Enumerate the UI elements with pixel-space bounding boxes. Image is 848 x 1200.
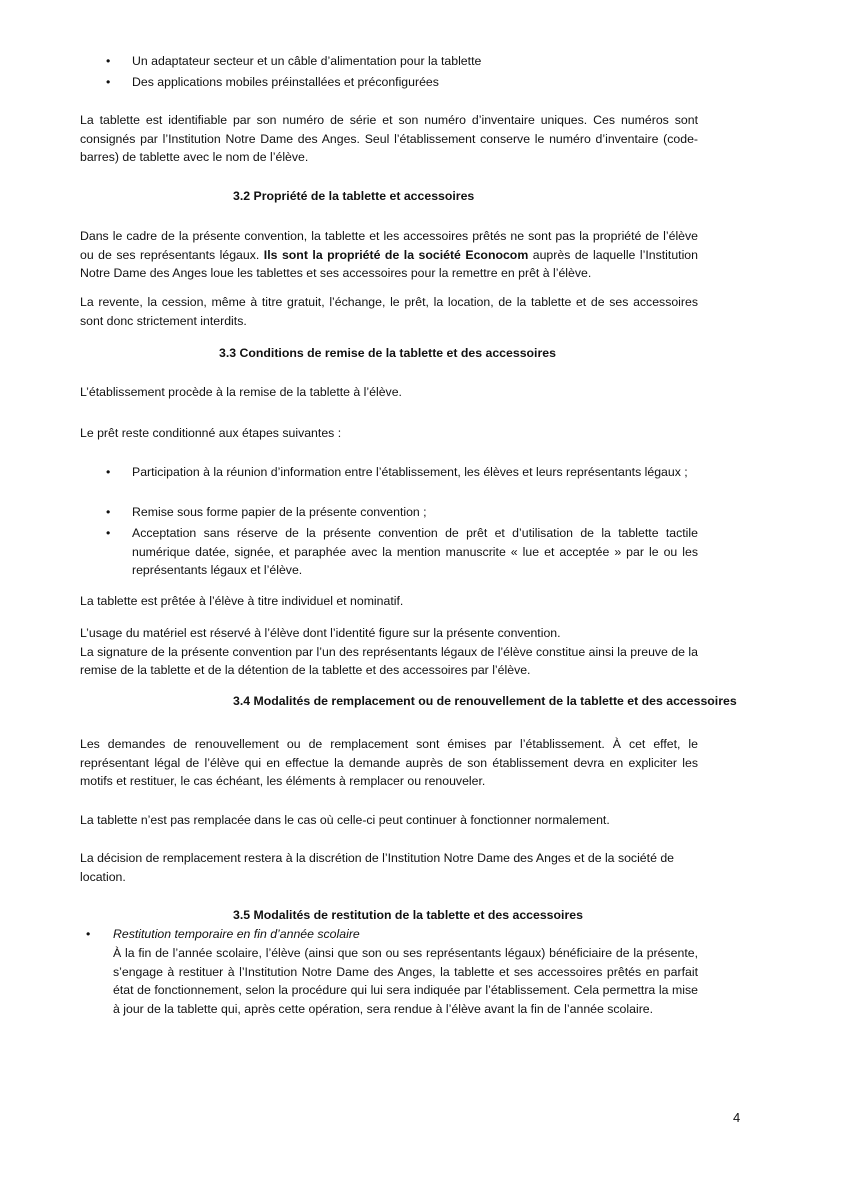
bullet-item-remise-papier: Remise sous forme papier de la présente convention ;: [132, 505, 427, 519]
bullet-item-adapter: Un adaptateur secteur et un câble d’alimentation pour la tablette: [132, 54, 482, 68]
paragraph-remise: L’établissement procède à la remise de la tablette à l’élève.: [80, 385, 402, 399]
paragraph-individuel: La tablette est prêtée à l’élève à titre individuel et nominatif.: [80, 594, 404, 608]
paragraph-usage: [80, 624, 698, 680]
bullet-item-acceptation: Acceptation sans réserve de la présente convention de prêt et d’utilisation de la tablette tactile numérique datée, signée, et paraphée avec la mention manuscrite « lue et acceptée » par le ou les représentants légaux et l’élève.: [132, 526, 698, 578]
heading-3-5: 3.5 Modalités de restitution de la tablette et des accessoires: [233, 908, 583, 922]
paragraph-propriete: [80, 227, 698, 283]
usage-line-2: La signature de la présente convention par l’un des représentants légaux de l’élève constitue ainsi la preuve de la remise de la tablette et de la détention de la tablette et des accessoires par l’élève.: [80, 644, 698, 678]
bullet-marker: •: [106, 54, 111, 68]
paragraph-pret: Le prêt reste conditionné aux étapes suivantes :: [80, 426, 342, 440]
bullet-item-reunion: Participation à la réunion d’information entre l’établissement, les élèves et leurs représentants légaux ;: [132, 465, 688, 479]
bullet-marker: •: [86, 927, 91, 941]
bullet-marker: •: [106, 465, 111, 479]
paragraph-revente: La revente, la cession, même à titre gratuit, l’échange, le prêt, la location, de la tablette et de ses accessoires sont donc strictement interdits.: [80, 295, 698, 328]
propriete-text-b: auprès de laquelle l’Institution Notre Dame des Anges loue les tablettes et ses accessoires pour la remettre en prêt à l’élève.: [80, 247, 698, 281]
heading-3-4: 3.4 Modalités de remplacement ou de renouvellement de la tablette et des accessoires: [233, 694, 737, 708]
bullet-item-apps: Des applications mobiles préinstallées et préconfigurées: [132, 75, 439, 89]
heading-3-3: 3.3 Conditions de remise de la tablette et des accessoires: [219, 346, 556, 360]
bullet-marker: •: [106, 75, 111, 89]
page-number: 4: [733, 1110, 741, 1125]
propriete-bold-text: Ils sont la propriété de la société Econocom: [263, 247, 529, 262]
bullet-marker: •: [106, 505, 111, 519]
paragraph-identification: La tablette est identifiable par son numéro de série et son numéro d’inventaire uniques. Ces numéros sont consignés par l’Institution Notre Dame des Anges. Seul l’établissement conserve le numéro d’inventaire (code-barres) de tablette avec le nom de l’élève.: [80, 113, 698, 165]
propriete-text-a: Dans le cadre de la présente convention, la tablette et les accessoires prêtés ne sont pas la propriété de l’élève ou de ses représentants légaux.: [80, 229, 698, 262]
paragraph-decision: La décision de remplacement restera à la discrétion de l’Institution Notre Dame des Anges et de la société de location.: [80, 851, 674, 884]
heading-3-2: 3.2 Propriété de la tablette et accessoires: [233, 189, 475, 203]
paragraph-non-remplacee: La tablette n’est pas remplacée dans le cas où celle-ci peut continuer à fonctionner normalement.: [80, 813, 610, 827]
bullet-marker: •: [106, 526, 111, 540]
restitution-subtitle: Restitution temporaire en fin d’année scolaire: [113, 927, 360, 941]
paragraph-demandes: Les demandes de renouvellement ou de remplacement sont émises par l’établissement. À cet effet, le représentant légal de l’élève qui en effectue la demande auprès de son établissement devra en expliciter les motifs et restituer, le cas échéant, les éléments à remplacer ou renouveler.: [80, 737, 698, 789]
paragraph-restitution: À la fin de l’année scolaire, l’élève (ainsi que son ou ses représentants légaux) bénéficiaire de la présente, s’engage à restituer à l’Institution Notre Dame des Anges, la tablette et ses accessoires prêtés en parfait état de fonctionnement, selon la procédure qui lui sera indiquée par l’établissement. Cela permettra la mise à jour de la tablette qui, après cette opération, sera rendue à l’élève avant la fin de l’année scolaire.: [113, 946, 698, 1016]
usage-line-1: L’usage du matériel est réservé à l’élève dont l’identité figure sur la présente convention.: [80, 626, 561, 640]
